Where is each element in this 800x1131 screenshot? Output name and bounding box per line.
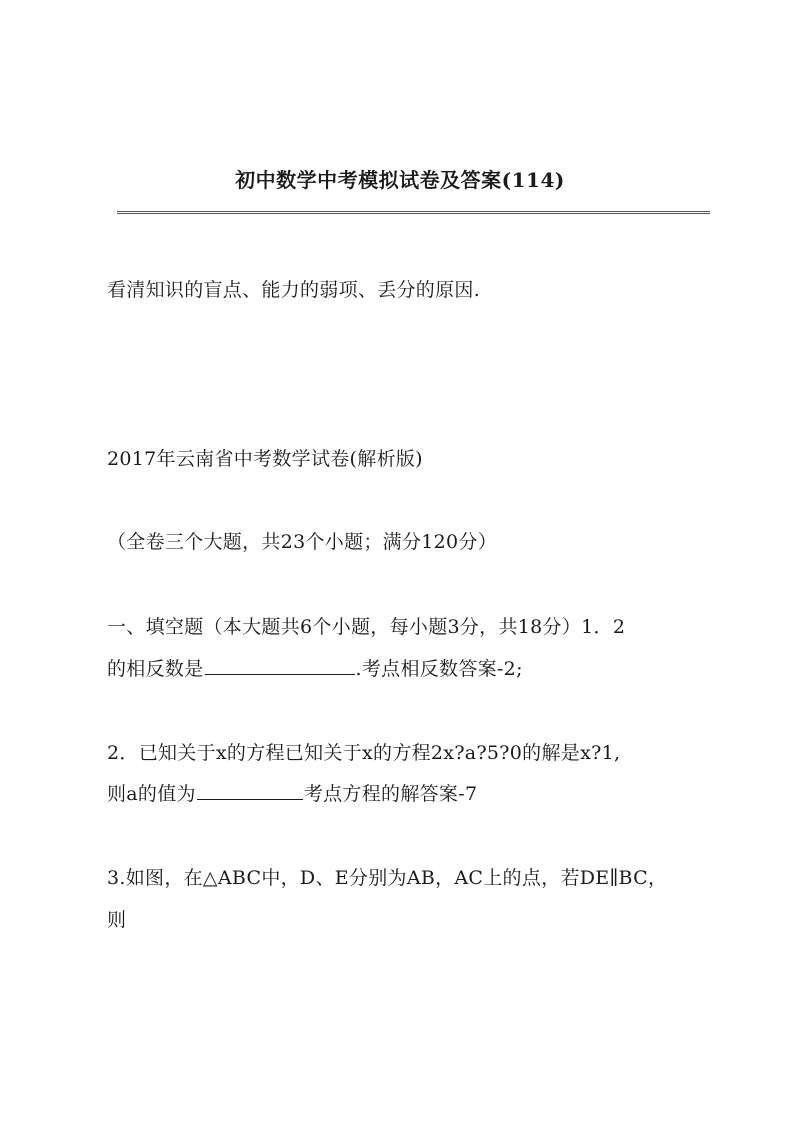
section1-heading: 一、填空题（本大题共6个小题，每小题3分，共18分）1．2 (107, 616, 626, 638)
question-1-prefix: 的相反数是 (107, 658, 204, 680)
exam-info: （全卷三个大题，共23个小题；满分120分） (107, 531, 498, 553)
document-title: 初中数学中考模拟试卷及答案(114) (235, 168, 565, 192)
title-divider (117, 211, 710, 214)
intro-text: 看清知识的盲点、能力的弱项、丢分的原因. (107, 279, 481, 301)
answer-blank (197, 798, 303, 800)
question-2-line2 (107, 779, 477, 806)
question-2-suffix: 考点方程的解答案-7 (303, 783, 478, 805)
question-1-suffix: .考点相反数答案-2; (355, 658, 523, 680)
question-2-prefix: 则a的值为 (107, 783, 196, 805)
question-3-line2: 则 (107, 909, 127, 931)
question-3-line1: 3.如图，在△ABC中，D、E分别为AB，AC上的点，若DE∥BC， (107, 867, 668, 889)
exam-title: 2017年云南省中考数学试卷(解析版) (107, 448, 423, 470)
question-1 (107, 654, 523, 681)
question-2-line1: 2．已知关于x的方程已知关于x的方程2x?a?5?0的解是x?1, (107, 742, 621, 764)
answer-blank (205, 673, 355, 675)
